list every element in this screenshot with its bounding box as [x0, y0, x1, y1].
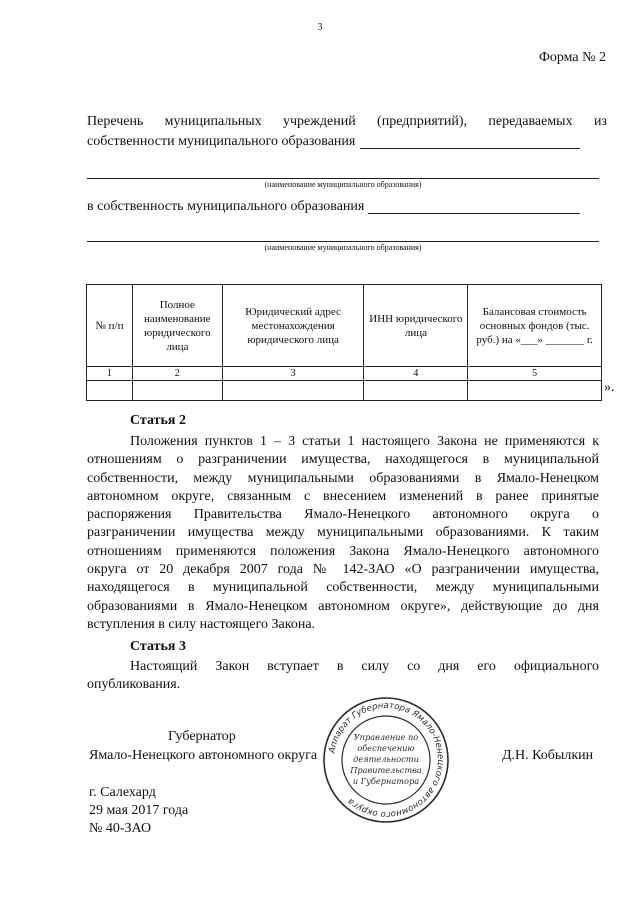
signature-title: Губернатор	[168, 729, 236, 744]
table-col-number: 3	[222, 367, 364, 381]
heading-word: (предприятий),	[377, 114, 468, 129]
signature-name: Д.Н. Кобылкин	[502, 748, 594, 763]
fill-line	[87, 241, 599, 242]
stamp-ring-text: Аппарат Губернатора Ямало-Ненецкого автономного округа	[327, 700, 446, 820]
stamp-line: Правительства	[350, 765, 422, 775]
paragraph-line: вступления в силу настоящего Закона.	[87, 616, 316, 632]
table-cell	[132, 381, 222, 401]
table-cell	[222, 381, 364, 401]
caption-municipality: (наименование муниципального образования)	[264, 180, 422, 189]
paragraph-line: разграничении имущества между муниципальными образованиями. К таким	[87, 525, 599, 541]
table-header: № п/п	[87, 285, 133, 367]
paragraph-line: собственности, между муниципальными образованиями в Ямало-Ненецком	[87, 470, 599, 486]
article2-body	[87, 433, 599, 634]
paragraph-line: отношениям о разграничении имущества, находящегося в муниципальной	[87, 452, 599, 468]
fill-line	[87, 178, 599, 179]
article3-body	[87, 658, 599, 695]
stamp-line: и Губернатора	[352, 776, 420, 786]
paragraph-line: отношениям применяются положения Закона Ямало-Ненецкого автономного	[87, 543, 599, 559]
paragraph-line: находящегося в муниципальной собственности, между муниципальными	[87, 580, 599, 596]
paragraph-line: автономном округе, связанным с внесением изменений в ранее принятые	[87, 488, 599, 504]
caption-municipality: (наименование муниципального образования)	[264, 243, 422, 252]
paragraph-line: распоряжения Правительства Ямало-Ненецкого автономного округа о	[87, 507, 599, 523]
table-header: ИНН юридического лица	[364, 285, 468, 367]
table-col-number: 2	[132, 367, 222, 381]
paragraph-line: Настоящий Закон вступает в силу со дня его официального	[130, 659, 599, 674]
table-row	[87, 381, 602, 401]
heading-word: Перечень	[87, 114, 144, 129]
institutions-table	[86, 284, 602, 401]
list-heading-line2: собственности муниципального образования	[87, 134, 356, 149]
table-cell	[87, 381, 133, 401]
to-ownership-text: в собственность муниципального образования	[87, 199, 365, 214]
page-number: 3	[317, 22, 323, 33]
table-cell	[468, 381, 602, 401]
table-cell	[364, 381, 468, 401]
heading-word: из	[593, 114, 607, 129]
table-closing-quote: ».	[604, 380, 615, 395]
list-heading	[87, 114, 607, 130]
heading-word: муниципальных	[164, 114, 262, 129]
table-col-number: 1	[87, 367, 133, 381]
stamp-line: деятельности	[353, 754, 419, 764]
table-header: Юридический адрес местонахождения юридического лица	[222, 285, 364, 367]
table-col-number: 4	[364, 367, 468, 381]
table-header: Балансовая стоимость основных фондов (тыс. руб.) на «___» _______ г.	[468, 285, 602, 367]
fill-line	[360, 148, 580, 149]
table-col-number: 5	[468, 367, 602, 381]
date: 29 мая 2017 года	[89, 803, 189, 818]
paragraph-line: образованиями в Ямало-Ненецком автономном округе», действующие до дня	[87, 598, 599, 614]
fill-line	[368, 213, 580, 214]
paragraph-line: Положения пунктов 1 – 3 статьи 1 настоящего Закона не применяются к	[130, 434, 599, 449]
paragraph-line: опубликования.	[87, 677, 181, 693]
form-label: Форма № 2	[538, 50, 606, 65]
article3-title: Статья 3	[130, 639, 186, 654]
official-stamp	[322, 696, 450, 824]
stamp-line: обеспечению	[357, 743, 415, 753]
paragraph-line: округа от 20 декабря 2007 года № 142-ЗАО «О разграничении имущества,	[87, 562, 599, 578]
heading-word: передаваемых	[488, 114, 573, 129]
article2-title: Статья 2	[130, 413, 186, 428]
signature-region: Ямало-Ненецкого автономного округа	[89, 748, 318, 763]
place: г. Салехард	[89, 785, 156, 800]
stamp-line: Управление по	[353, 732, 419, 742]
table-header: Полное наименование юридического лица	[132, 285, 222, 367]
heading-word: учреждений	[282, 114, 356, 129]
law-number: № 40-ЗАО	[89, 821, 152, 836]
